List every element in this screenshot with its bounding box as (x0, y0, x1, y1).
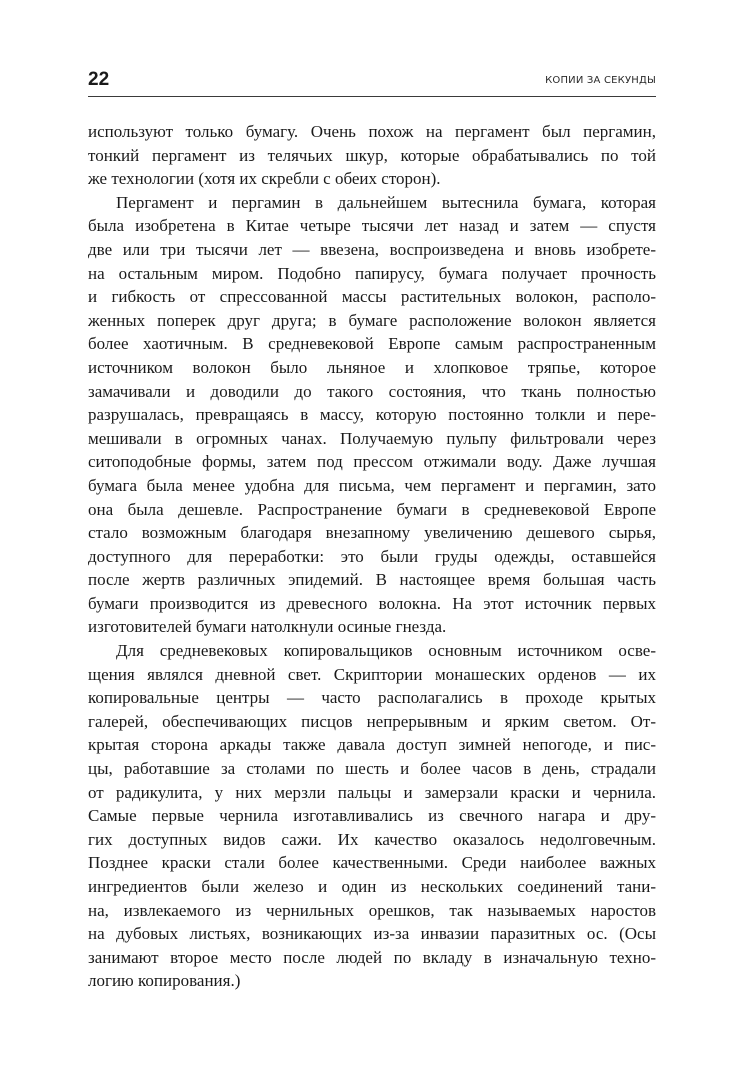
page-number: 22 (88, 69, 110, 90)
text-line: более хаотичным. В средневековой Европе самым распространенным (88, 334, 656, 354)
text-line: Для средневековых копировальщиков основным источником осве- (116, 641, 656, 661)
page-header (88, 68, 656, 92)
text-line: разрушалась, превращаясь в массу, которую постоянно толкли и пере- (88, 405, 656, 425)
text-line: гих доступных видов сажи. Их качество оказалось недолговечным. (88, 829, 656, 849)
text-line: галерей, обеспечивающих писцов непрерывным и ярким светом. От- (88, 711, 656, 731)
text-line: ингредиентов были железо и один из нескольких соединений тани- (88, 877, 656, 896)
text-line: и гибкость от спрессованной массы растительных волокон, располо- (88, 287, 656, 307)
paragraph (88, 639, 656, 993)
paragraph (88, 120, 656, 191)
header-rule (88, 96, 656, 97)
text-line: доступного для переработки: это были груды одежды, оставшейся (88, 546, 656, 566)
text-line: от радикулита, у них мерзли пальцы и замерзали краски и чернила. (88, 782, 656, 802)
text-line: она была дешевле. Распространение бумаги в средневековой Европе (88, 499, 656, 519)
text-line: две или три тысячи лет — ввезена, воспроизведена и вновь изобрете- (88, 239, 656, 259)
text-line: после жертв различных эпидемий. В настоящее время большая часть (88, 570, 656, 590)
body-text (88, 120, 656, 993)
text-line: используют только бумагу. Очень похож на пергамент был пергамин, (88, 122, 656, 141)
text-line: Позднее краски стали более качественными. Среди наиболее важных (88, 853, 656, 873)
text-line: женных поперек друг друга; в бумаге расположение волокон является (88, 310, 656, 330)
text-line: логию копирования.) (88, 971, 241, 991)
text-line: занимают второе место после людей по вкладу в изначальную техно- (88, 947, 656, 967)
text-line: бумаги производится из древесного волокна. На этот источник первых (88, 593, 656, 613)
text-line: стало возможным благодаря внезапному увеличению дешевого сырья, (88, 523, 656, 543)
text-line: тонкий пергамент из телячьих шкур, которые обрабатывались по той (88, 145, 656, 165)
text-line: на, извлекаемого из чернильных орешков, так называемых наростов (88, 900, 656, 920)
text-line: Пергамент и пергамин в дальнейшем вытеснила бумага, которая (116, 192, 656, 212)
text-line: бумага была менее удобна для письма, чем пергамент и пергамин, зато (88, 475, 656, 495)
text-line: Самые первые чернила изготавливались из свечного нагара и дру- (88, 806, 656, 826)
paragraph (88, 191, 656, 639)
text-line: щения являлся дневной свет. Скриптории монашеских орденов — их (88, 664, 656, 684)
text-line: источником волокон было льняное и хлопковое тряпье, которое (88, 357, 656, 377)
text-line: цы, работавшие за столами по шесть и более часов в день, страдали (88, 759, 656, 779)
text-line: же технологии (хотя их скребли с обеих сторон). (88, 169, 441, 189)
text-line: мешивали в огромных чанах. Получаемую пульпу фильтровали через (88, 428, 656, 448)
text-line: была изобретена в Китае четыре тысячи лет назад и затем — спустя (88, 216, 656, 236)
text-line: на дубовых листьях, возникающих из-за инвазии паразитных ос. (Осы (88, 924, 656, 944)
text-line: изготовителей бумаги натолкнули осиные гнезда. (88, 617, 447, 637)
running-title: КОПИИ ЗА СЕКУНДЫ (545, 75, 656, 86)
text-line: замачивали и доводили до такого состояния, что ткань полностью (88, 381, 656, 401)
text-line: ситоподобные формы, затем под прессом отжимали воду. Даже лучшая (88, 452, 656, 472)
text-line: копировальные центры — часто располагались в проходе крытых (88, 688, 656, 708)
text-line: на остальным миром. Подобно папирусу, бумага получает прочность (88, 263, 656, 283)
text-line: крытая сторона аркады также давала доступ зимней непогоде, и пис- (88, 735, 656, 755)
